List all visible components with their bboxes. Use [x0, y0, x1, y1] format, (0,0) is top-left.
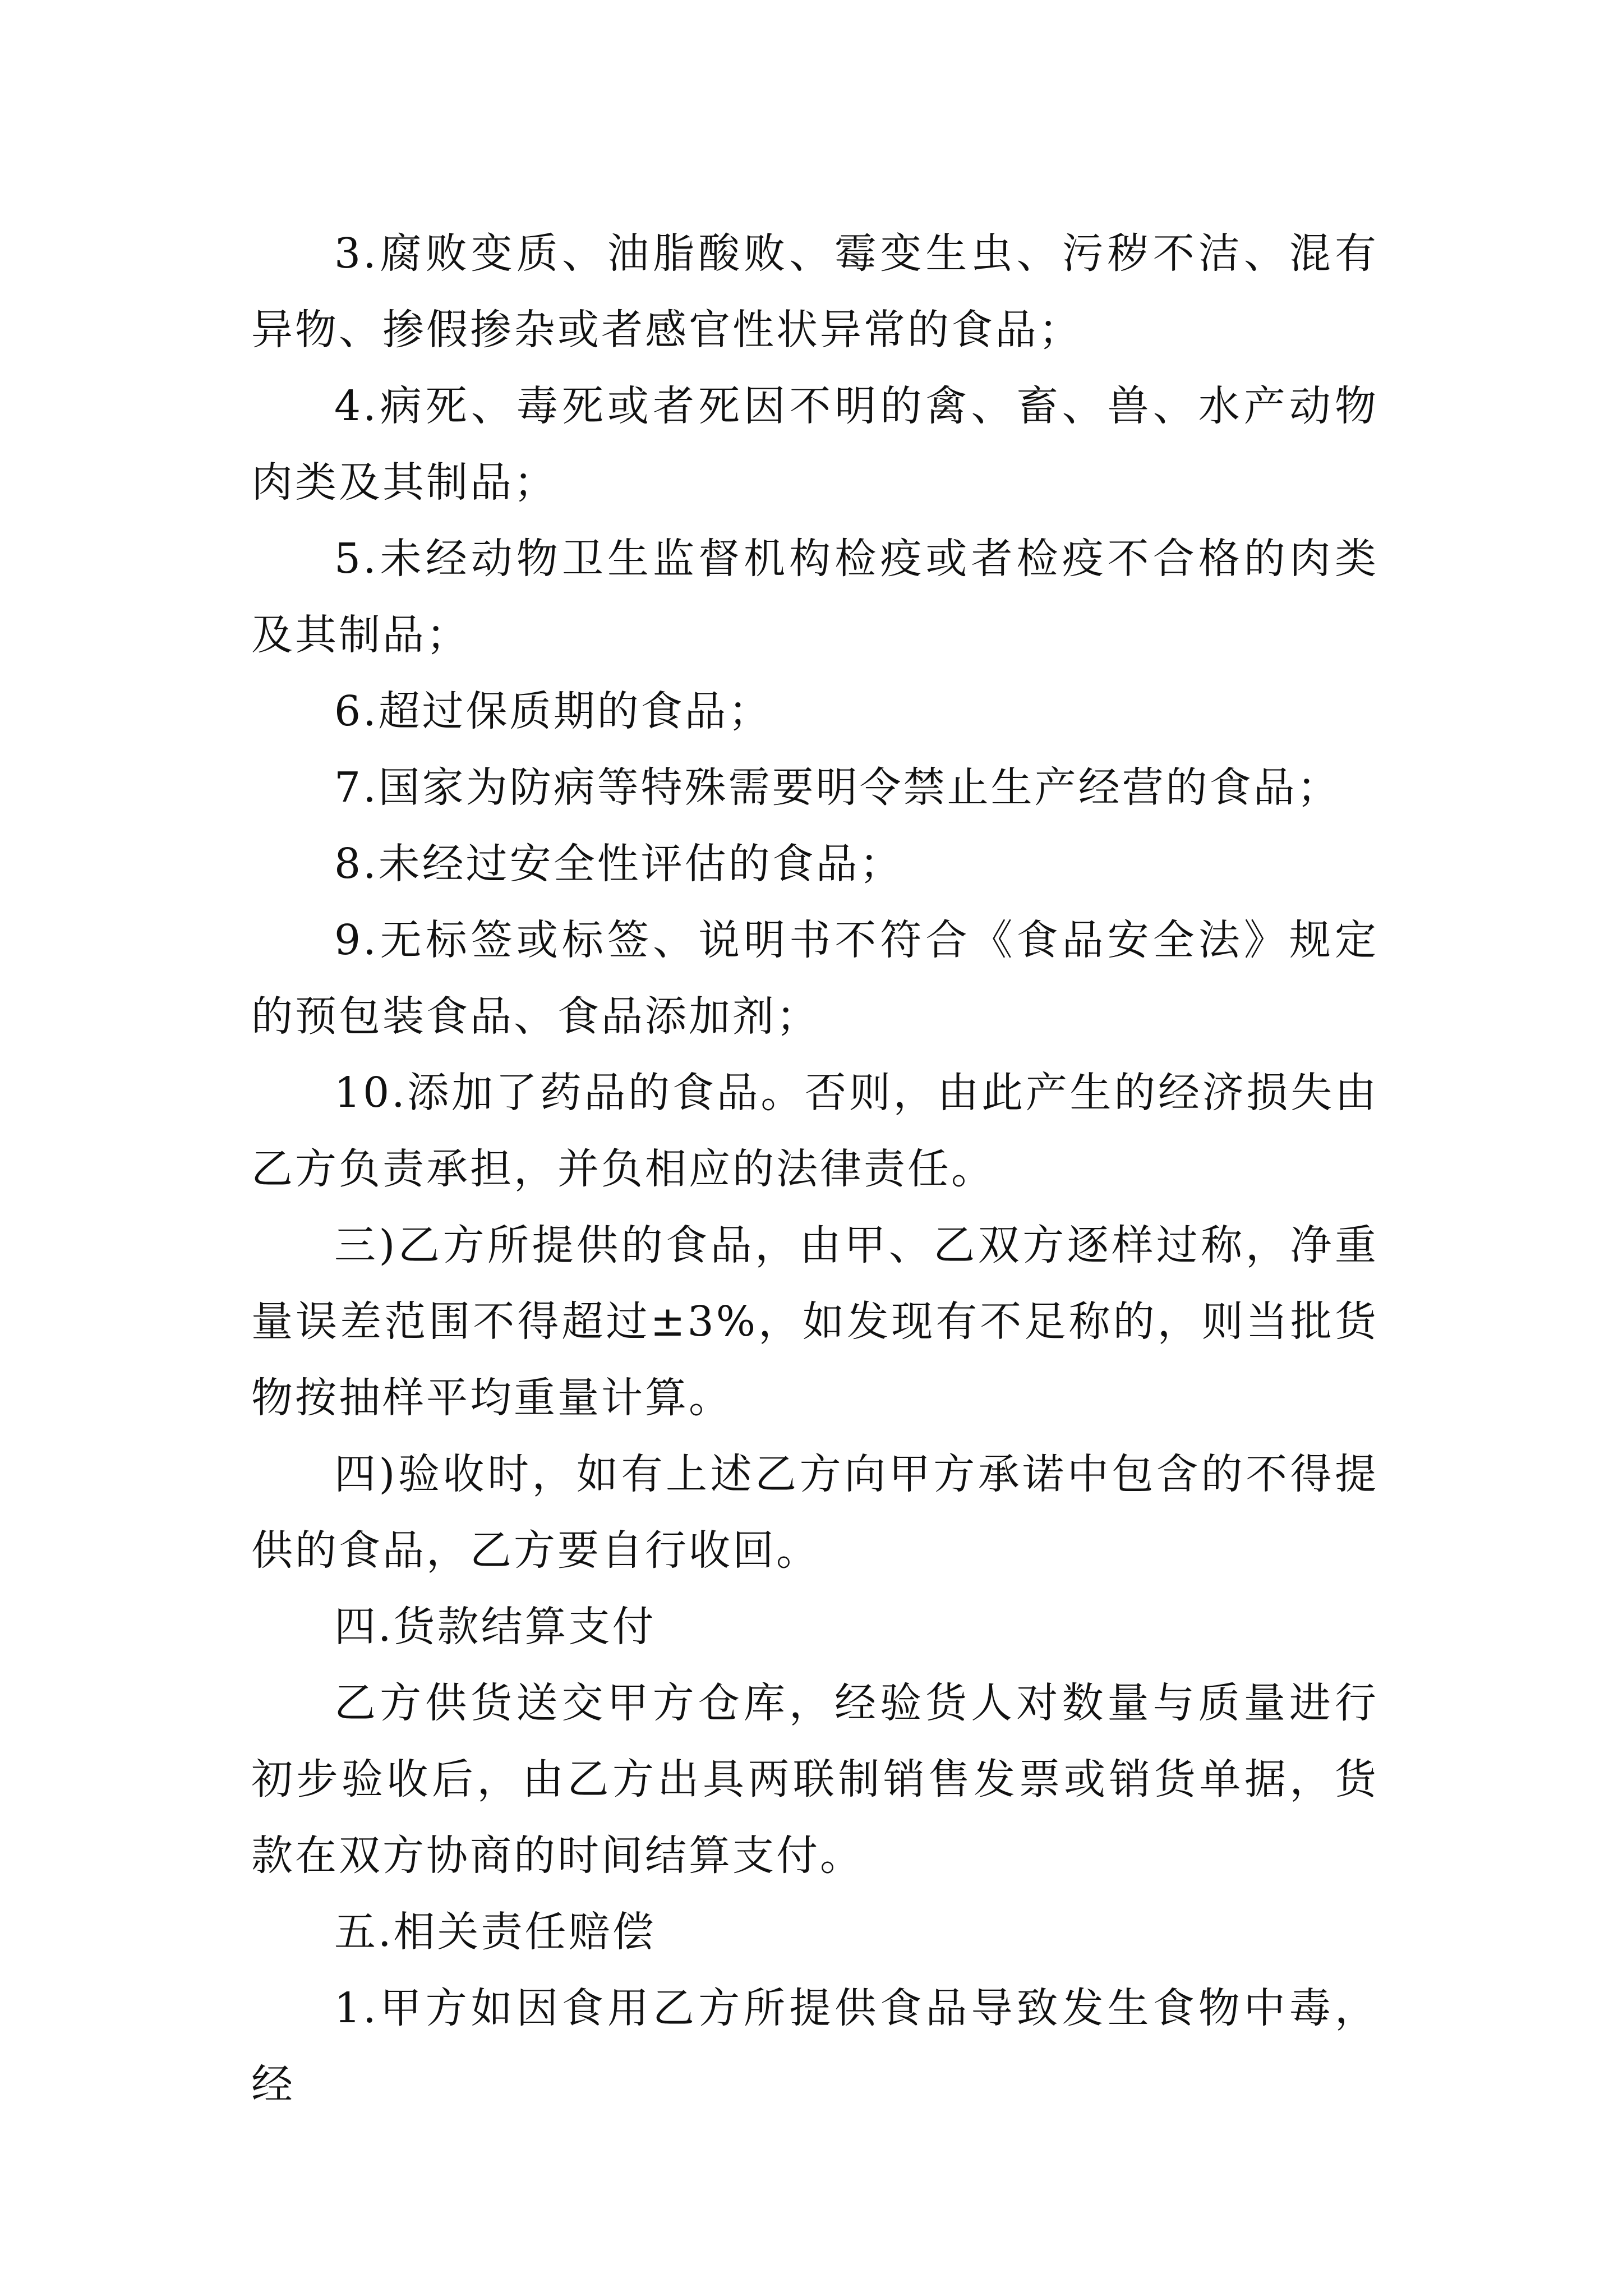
paragraph-item-8: 8.未经过安全性评估的食品； — [334, 840, 903, 888]
paragraph-item-4: 4.病死、毒死或者死因不明的禽、畜、兽、水产动物肉类及其制品； — [251, 382, 1378, 507]
paragraph-payment-terms: 乙方供货送交甲方仓库，经验货人对数量与质量进行初步验收后，由乙方出具两联制销售发票或销货单据，货款在双方协商的时间结算支付。 — [251, 1679, 1378, 1880]
section-heading-payment: 四.货款结算支付 — [334, 1603, 656, 1651]
paragraph-item-5: 5.未经动物卫生监督机构检疫或者检疫不合格的肉类及其制品； — [251, 535, 1378, 659]
paragraph-liability-item-1: 1.甲方如因食用乙方所提供食品导致发生食物中毒，经 — [251, 1984, 1378, 2109]
paragraph-section-acceptance: 四)验收时，如有上述乙方向甲方承诺中包含的不得提供的食品，乙方要自行收回。 — [251, 1450, 1378, 1575]
paragraph-item-3: 3.腐败变质、油脂酸败、霉变生虫、污秽不洁、混有异物、掺假掺杂或者感官性状异常的食品； — [251, 229, 1378, 354]
paragraph-item-10: 10.添加了药品的食品。否则，由此产生的经济损失由乙方负责承担，并负相应的法律责任。 — [251, 1069, 1378, 1193]
paragraph-section-weight-check: 三)乙方所提供的食品，由甲、乙双方逐样过称，净重量误差范围不得超过±3%，如发现有不足称的，则当批货物按抽样平均重量计算。 — [251, 1221, 1378, 1422]
section-heading-liability: 五.相关责任赔偿 — [334, 1908, 656, 1956]
document-body — [251, 215, 1378, 2123]
paragraph-item-6: 6.超过保质期的食品； — [334, 687, 772, 735]
paragraph-item-9: 9.无标签或标签、说明书不符合《食品安全法》规定的预包装食品、食品添加剂； — [251, 916, 1378, 1041]
paragraph-item-7: 7.国家为防病等特殊需要明令禁止生产经营的食品； — [334, 763, 1341, 812]
